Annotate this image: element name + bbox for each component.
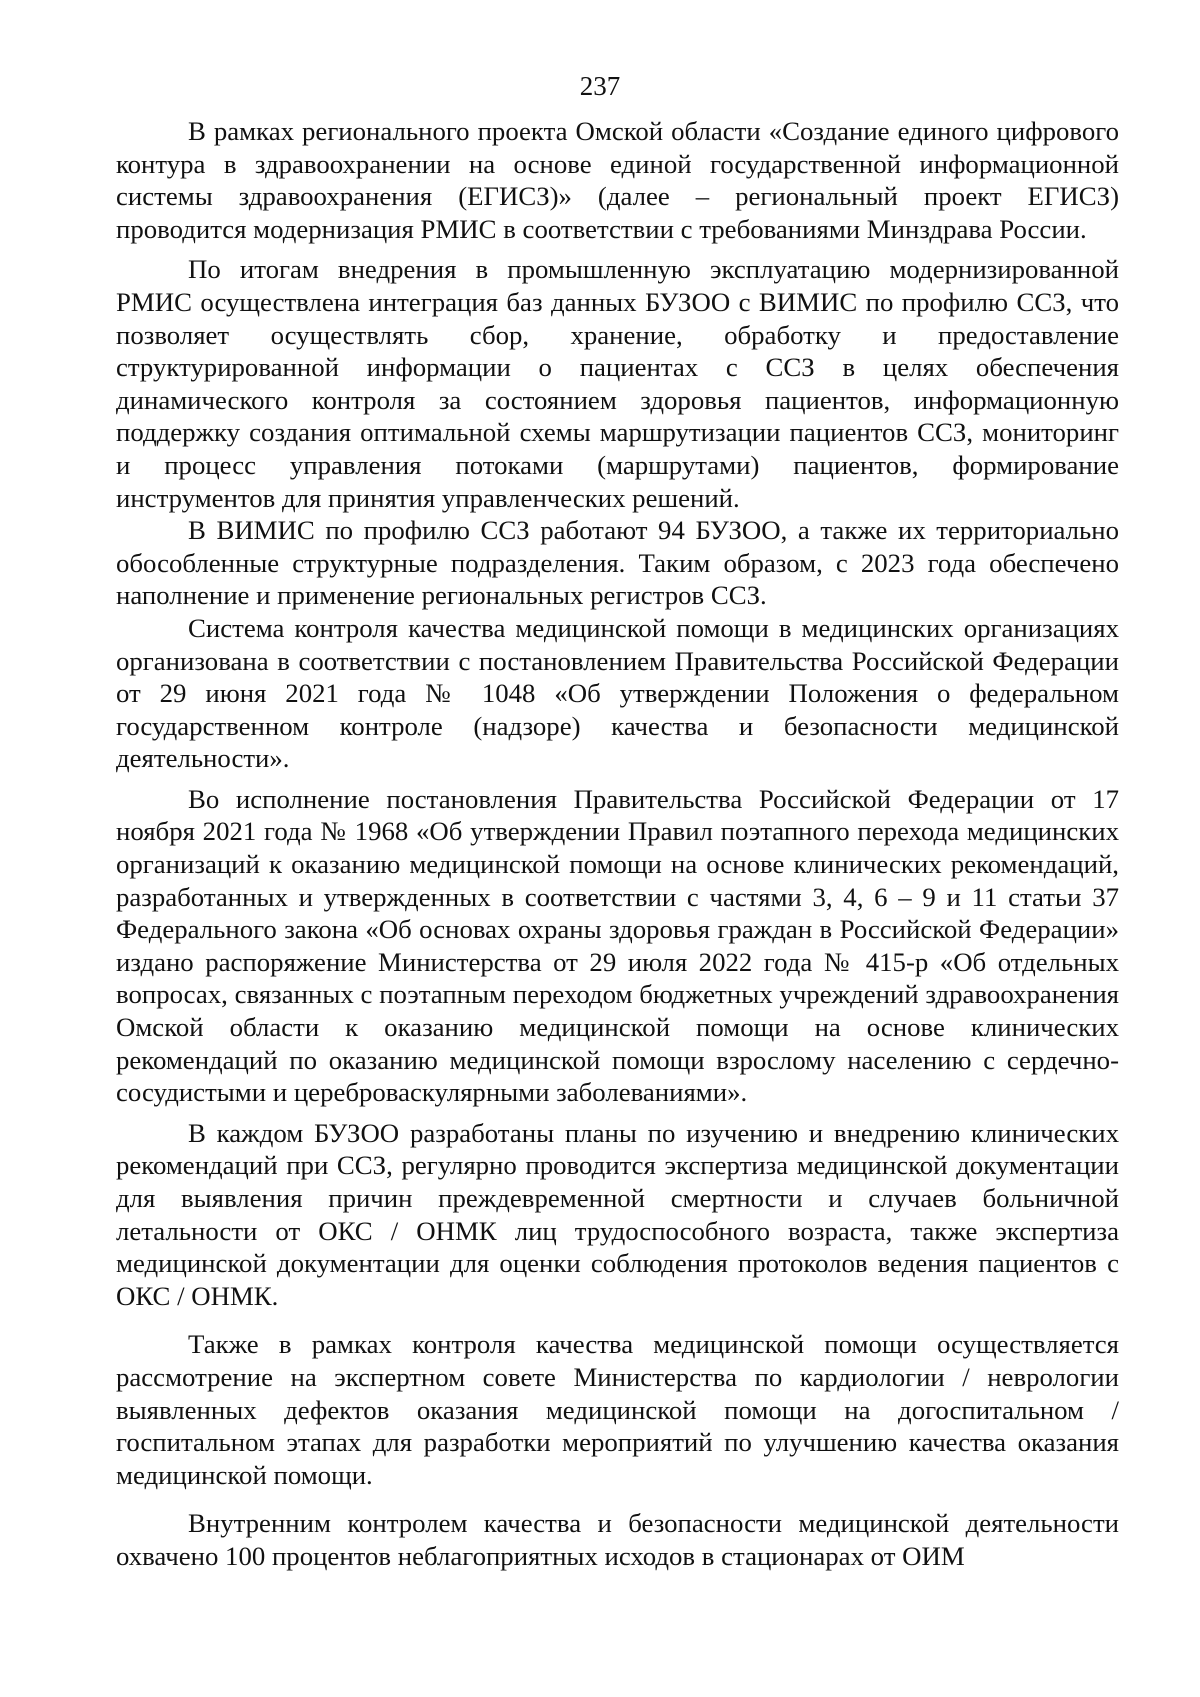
paragraph-clinical-guidelines: В каждом БУЗОО разработаны планы по изучению и внедрению клинических рекомендаций при ССЗ, регулярно проводится экспертиза медицинской документации для выявления причин преждевременной смертности и случаев больничной летальности от ОКС / ОНМК лиц трудоспособного возраста, также экспертиза медицинской документации для оценки соблюдения протоколов ведения пациентов с ОКС / ОНМК.	[116, 1117, 1119, 1311]
paragraph-expert-council: Также в рамках контроля качества медицинской помощи осуществляется рассмотрение на экспертном совете Министерства по кардиологии / неврологии выявленных дефектов оказания медицинской помощи на догоспитальном / госпитальном этапах для разработки мероприятий по улучшению качества оказания медицинской помощи.	[116, 1329, 1119, 1490]
paragraph-egisz-project: В рамках регионального проекта Омской области «Создание единого цифрового контура в здравоохранении на основе единой государственной информационной системы здравоохранения (ЕГИСЗ)» (далее – региональный проект ЕГИСЗ) проводится модернизация РМИС в соответствии с требованиями Минздрава России.	[116, 116, 1119, 244]
paragraph-quality-control-system: Система контроля качества медицинской помощи в медицинских организациях организована в соответствии с постановлением Правительства Российской Федерации от 29 июня 2021 года № 1048 «Об утверждении Положения о федеральном государственном контроле (надзоре) качества и безопасности медицинской деятельности».	[116, 612, 1119, 774]
page-number: 237	[579, 71, 621, 101]
paragraph-internal-control: Внутренним контролем качества и безопасности медицинской деятельности охвачено 100 процентов неблагоприятных исходов в стационарах от ОИМ	[116, 1508, 1119, 1571]
paragraph-government-decree: Во исполнение постановления Правительства Российской Федерации от 17 ноября 2021 года № 1968 «Об утверждении Правил поэтапного перехода медицинских организаций к оказанию медицинской помощи на основе клинических рекомендаций, разработанных и утвержденных в соответствии с частями 3, 4, 6 – 9 и 11 статьи 37 Федерального закона «Об основах охраны здоровья граждан в Российской Федерации» издано распоряжение Министерства от 29 июля 2022 года № 415-р «Об отдельных вопросах, связанных с поэтапным переходом бюджетных учреждений здравоохранения Омской области к оказанию медицинской помощи на основе клинических рекомендаций по оказанию медицинской помощи взрослому населению с сердечно-сосудистыми и цереброваскулярными заболеваниями».	[116, 783, 1119, 1108]
paragraph-rmis-integration: По итогам внедрения в промышленную эксплуатацию модернизированной РМИС осуществлена интеграция баз данных БУЗОО с ВИМИС по профилю ССЗ, что позволяет осуществлять сбор, хранение, обработку и предоставление структурированной информации о пациентах с ССЗ в целях обеспечения динамического контроля за состоянием здоровья пациентов, информационную поддержку создания оптимальной схемы маршрутизации пациентов ССЗ, мониторинг и процесс управления потоками (маршрутами) пациентов, формирование инструментов для принятия управленческих решений.	[116, 254, 1119, 513]
document-body	[116, 115, 1119, 1573]
paragraph-vimis-buzoo: В ВИМИС по профилю ССЗ работают 94 БУЗОО, а также их территориально обособленные структурные подразделения. Таким образом, с 2023 года обеспечено наполнение и применение региональных регистров ССЗ.	[116, 515, 1119, 611]
